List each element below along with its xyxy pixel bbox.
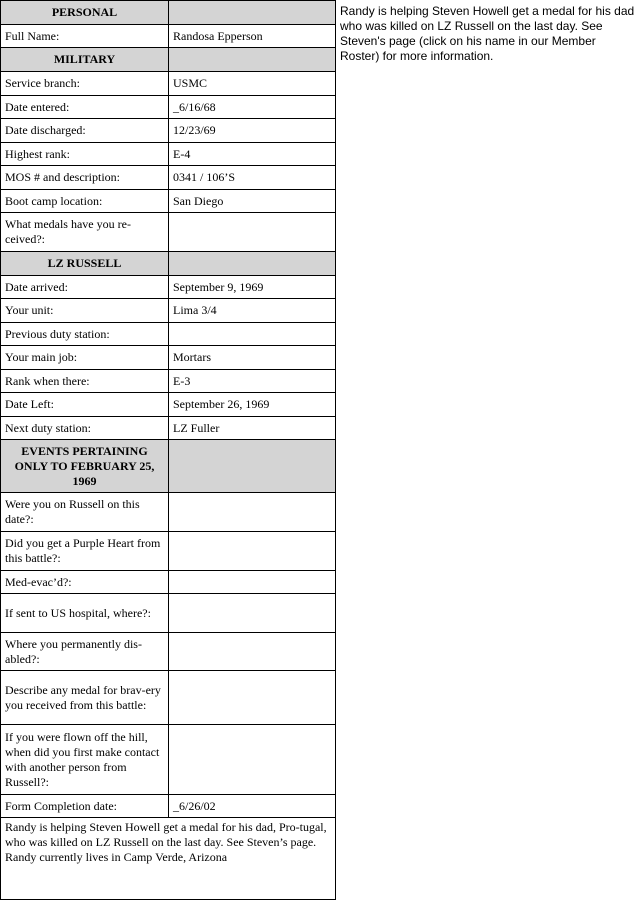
table-row [1, 671, 336, 725]
table-row [1, 25, 336, 48]
table-row [1, 166, 336, 190]
field-label: Where you permanently dis-abled?: [1, 633, 169, 671]
field-value: _6/16/68 [169, 96, 336, 119]
field-value: Lima 3/4 [169, 299, 336, 323]
section-title: LZ RUSSELL [1, 252, 169, 276]
field-value: LZ Fuller [169, 417, 336, 440]
field-label: Date discharged: [1, 119, 169, 143]
field-value: 12/23/69 [169, 119, 336, 143]
table-row [1, 72, 336, 96]
field-label: MOS # and description: [1, 166, 169, 190]
field-label: Med-evac’d?: [1, 571, 169, 594]
field-value: Randosa Epperson [169, 25, 336, 48]
section-header-military [1, 48, 336, 72]
field-label: Form Completion date: [1, 795, 169, 818]
table-row [1, 213, 336, 252]
field-label: If sent to US hospital, where?: [1, 594, 169, 633]
table-row [1, 370, 336, 393]
field-label: Did you get a Purple Heart from this battle?: [1, 532, 169, 571]
field-label: Your unit: [1, 299, 169, 323]
table-row [1, 571, 336, 594]
field-value [169, 633, 336, 671]
field-label: If you were flown off the hill, when did you first make contact with another person from Russell?: [1, 725, 169, 795]
table-row [1, 190, 336, 213]
field-value: September 9, 1969 [169, 276, 336, 299]
table-row [1, 417, 336, 440]
field-value: _6/26/02 [169, 795, 336, 818]
field-value [169, 493, 336, 532]
field-value: September 26, 1969 [169, 393, 336, 417]
field-value: San Diego [169, 190, 336, 213]
table-row [1, 346, 336, 370]
field-value: 0341 / 106’S [169, 166, 336, 190]
side-note: Randy is helping Steven Howell get a medal for his dad who was killed on LZ Russell on the last day. See Steven's page (click on his name in our Member Roster) for more information. [340, 4, 635, 63]
table-row [1, 594, 336, 633]
field-value [169, 323, 336, 346]
field-label: Highest rank: [1, 143, 169, 166]
section-header-events [1, 440, 336, 493]
section-header-personal [1, 1, 336, 25]
field-label: Service branch: [1, 72, 169, 96]
section-header-lz-russell [1, 252, 336, 276]
table-row [1, 119, 336, 143]
field-label: Date Left: [1, 393, 169, 417]
table-row [1, 323, 336, 346]
field-label: Next duty station: [1, 417, 169, 440]
field-label: Previous duty station: [1, 323, 169, 346]
table-row [1, 795, 336, 818]
field-value [169, 532, 336, 571]
field-value: E-4 [169, 143, 336, 166]
field-value [169, 671, 336, 725]
field-value [169, 213, 336, 252]
table-row [1, 393, 336, 417]
table-row [1, 143, 336, 166]
table-row [1, 633, 336, 671]
field-label: Were you on Russell on this date?: [1, 493, 169, 532]
remarks-text: Randy is helping Steven Howell get a medal for his dad, Pro-tugal, who was killed on LZ Russell on the last day. See Steven’s page. Randy currently lives in Camp Verde, Arizona [1, 818, 336, 900]
section-title: PERSONAL [1, 1, 169, 25]
table-row [1, 276, 336, 299]
field-value: Mortars [169, 346, 336, 370]
table-row [1, 532, 336, 571]
field-value [169, 725, 336, 795]
table-row [1, 493, 336, 532]
field-value [169, 594, 336, 633]
table-row [1, 725, 336, 795]
table-row [1, 96, 336, 119]
field-label: Describe any medal for brav-ery you received from this battle: [1, 671, 169, 725]
field-label: Your main job: [1, 346, 169, 370]
field-value: E-3 [169, 370, 336, 393]
field-value [169, 571, 336, 594]
field-label: Date arrived: [1, 276, 169, 299]
field-label: What medals have you re-ceived?: [1, 213, 169, 252]
field-label: Full Name: [1, 25, 169, 48]
remarks-row [1, 818, 336, 900]
field-label: Date entered: [1, 96, 169, 119]
field-value: USMC [169, 72, 336, 96]
field-label: Boot camp location: [1, 190, 169, 213]
section-title: EVENTS PERTAINING ONLY TO FEBRUARY 25, 1969 [1, 440, 169, 493]
section-title: MILITARY [1, 48, 169, 72]
table-row [1, 299, 336, 323]
field-label: Rank when there: [1, 370, 169, 393]
